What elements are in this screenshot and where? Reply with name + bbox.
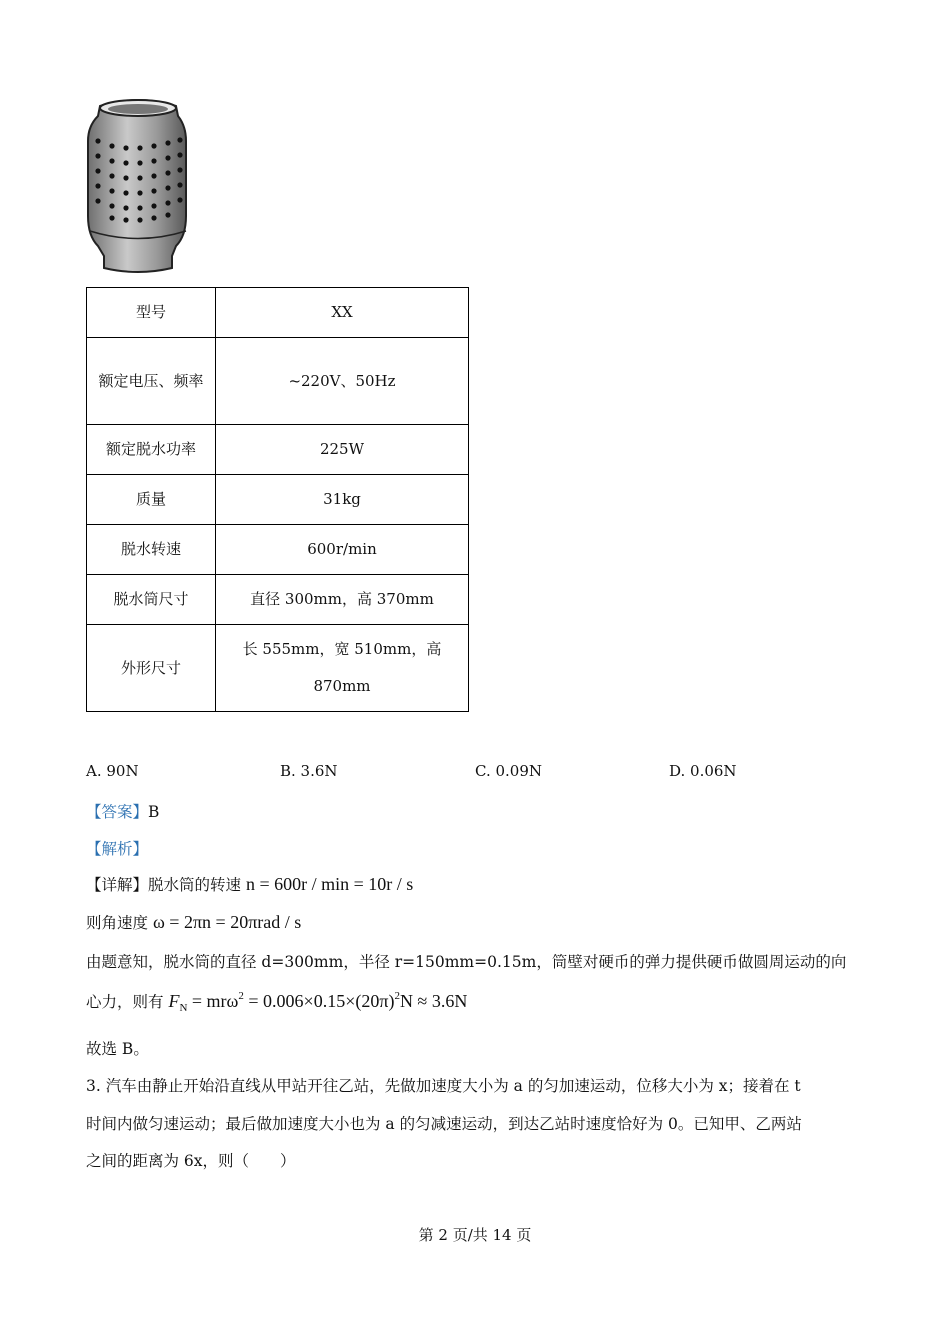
table-row: [87, 288, 469, 338]
detail-line-3: 由题意知，脱水筒的直径 d=300mm，半径 r=150mm=0.15m，筒壁对硬币的弹力提供硬币做圆周运动的向: [86, 953, 847, 971]
formula-speed: n = 600r / min = 10r / s: [245, 874, 414, 894]
spec-key: 脱水转速: [87, 525, 216, 575]
formula-part: F: [168, 991, 180, 1011]
option-a: A. 90N: [86, 762, 139, 780]
page-footer: 第 2 页/共 14 页: [418, 1226, 532, 1244]
spec-key: 脱水筒尺寸: [87, 575, 216, 625]
spec-value: 长 555mm，宽 510mm，高 870mm: [216, 625, 469, 712]
detail-text: 脱水筒的转速: [148, 876, 242, 894]
option-d: D. 0.06N: [669, 762, 737, 780]
formula-part: = 0.006×0.15×(20π): [243, 991, 395, 1011]
question3-line-1: 3. 汽车由静止开始沿直线从甲站开往乙站，先做加速度大小为 a 的匀加速运动，位移大小为 x；接着在 t: [86, 1077, 801, 1095]
spec-value: 600r/min: [216, 525, 469, 575]
question3-line-3: 之间的距离为 6x，则（ ）: [86, 1152, 296, 1170]
answer-value: B: [148, 803, 160, 821]
detail-text: 则角速度: [86, 914, 149, 932]
detail-line-1: [86, 873, 413, 895]
table-row: [87, 575, 469, 625]
option-c: C. 0.09N: [475, 762, 543, 780]
spec-value: 225W: [216, 425, 469, 475]
formula-sub: N: [179, 1002, 188, 1014]
table-row: [87, 475, 469, 525]
detail-tag: 【详解】: [86, 876, 149, 894]
formula-force: [168, 990, 468, 1014]
table-row: [87, 338, 469, 425]
formula-part: N ≈ 3.6N: [399, 991, 468, 1011]
formula-sup: 2: [238, 990, 244, 1002]
drum-illustration: [86, 96, 190, 276]
formula-part: = mrω: [187, 991, 239, 1011]
answer-tag: 【答案】: [86, 803, 149, 821]
spec-value: 31kg: [216, 475, 469, 525]
table-row: [87, 625, 469, 712]
spec-key: 外形尺寸: [87, 625, 216, 712]
spec-table: [86, 287, 469, 712]
analysis-line: [86, 837, 148, 859]
detail-line-5: 故选 B。: [86, 1040, 149, 1058]
detail-line-2: [86, 911, 301, 933]
spec-key: 质量: [87, 475, 216, 525]
formula-sup: 2: [394, 990, 400, 1002]
spec-key: 额定脱水功率: [87, 425, 216, 475]
option-b: B. 3.6N: [280, 762, 338, 780]
answer-line: [86, 800, 159, 822]
spec-key: 额定电压、频率: [87, 338, 216, 425]
detail-line-4: [86, 990, 467, 1014]
spec-value: 直径 300mm，高 370mm: [216, 575, 469, 625]
spec-key: 型号: [87, 288, 216, 338]
detail-text: 心力，则有: [86, 993, 164, 1011]
table-row: [87, 425, 469, 475]
spec-value: XX: [216, 288, 469, 338]
question3-line-2: 时间内做匀速运动；最后做加速度大小也为 a 的匀减速运动，到达乙站时速度恰好为 0。已知甲、乙两站: [86, 1115, 802, 1133]
table-row: [87, 525, 469, 575]
analysis-tag: 【解析】: [86, 840, 149, 858]
formula-omega: ω = 2πn = 20πrad / s: [152, 912, 302, 932]
spec-value: ~220V、50Hz: [216, 338, 469, 425]
